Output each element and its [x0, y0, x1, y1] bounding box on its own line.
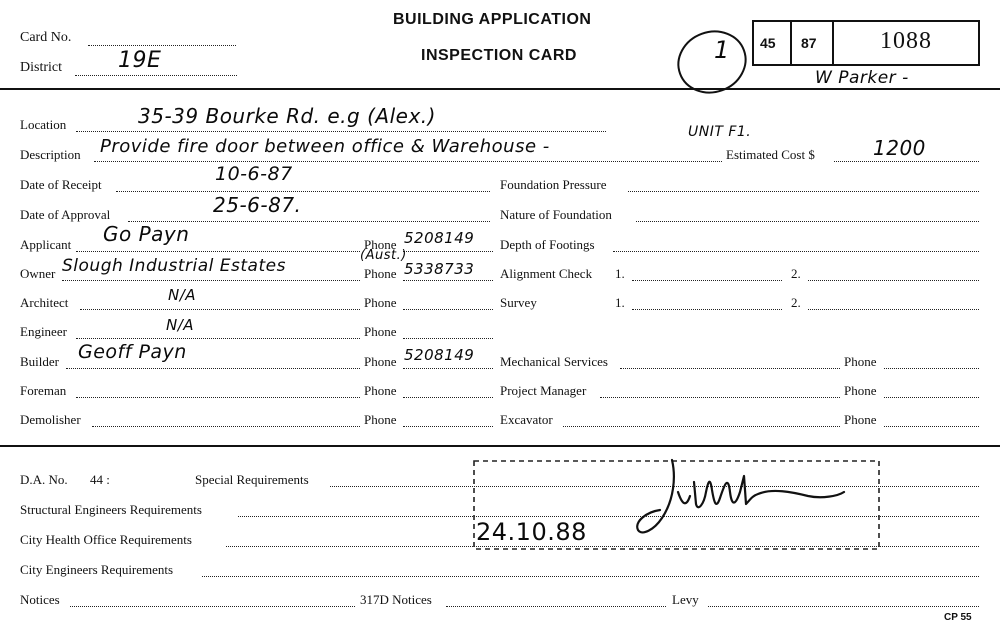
excavator-phone-label: Phone: [844, 412, 877, 427]
notices-317d-label: 317D Notices: [360, 592, 432, 607]
owner-label: Owner: [20, 266, 56, 281]
box-a-value: 45: [760, 35, 776, 51]
structural-requirements-label: Structural Engineers Requirements: [20, 502, 202, 517]
excavator-label: Excavator: [500, 412, 553, 427]
foreman-phone-label: Phone: [364, 383, 397, 398]
owner-value: Slough Industrial Estates: [62, 256, 286, 276]
engineer-value: N/A: [166, 316, 195, 334]
applicant-value: Go Payn: [103, 222, 190, 246]
district-label: District: [20, 60, 62, 75]
applicant-phone: 5208149: [404, 229, 475, 247]
special-requirements-label: Special Requirements: [195, 472, 309, 487]
approval-value: 25-6-87.: [213, 193, 302, 217]
health-requirements-label: City Health Office Requirements: [20, 532, 192, 547]
district-value: 19E: [118, 48, 162, 73]
nature-of-foundation-label: Nature of Foundation: [500, 207, 612, 222]
builder-label: Builder: [20, 354, 59, 369]
card-title-line1: BUILDING APPLICATION: [393, 11, 592, 28]
approval-label: Date of Approval: [20, 207, 111, 222]
applicant-phone-label: Phone: [364, 237, 397, 252]
foreman-label: Foreman: [20, 383, 67, 398]
mechanical-phone-label: Phone: [844, 354, 877, 369]
box-b-value: 87: [801, 35, 817, 51]
engineer-label: Engineer: [20, 324, 67, 339]
depth-of-footings-label: Depth of Footings: [500, 237, 595, 252]
survey-label: Survey: [500, 295, 537, 310]
applicant-label: Applicant: [20, 237, 72, 252]
reference-box: [752, 20, 980, 66]
builder-phone: 5208149: [404, 346, 475, 364]
mechanical-services-label: Mechanical Services: [500, 354, 608, 369]
builder-phone-label: Phone: [364, 354, 397, 369]
da-no-value: 44 :: [90, 472, 110, 487]
location-value: 35-39 Bourke Rd. e.g (Alex.): [138, 104, 436, 128]
box-c-value: 1088: [880, 28, 932, 54]
survey-2-label: 2.: [791, 295, 801, 310]
project-manager-phone-label: Phone: [844, 383, 877, 398]
signature-mark: [632, 452, 852, 544]
alignment-check-2-label: 2.: [791, 266, 801, 281]
architect-phone-label: Phone: [364, 295, 397, 310]
card-no-label: Card No.: [20, 30, 72, 45]
da-no-label: D.A. No.: [20, 472, 68, 487]
foundation-pressure-label: Foundation Pressure: [500, 177, 607, 192]
demolisher-phone-label: Phone: [364, 412, 397, 427]
description-label: Description: [20, 147, 81, 162]
city-engineers-requirements-label: City Engineers Requirements: [20, 562, 174, 577]
owner-phone-label: Phone: [364, 266, 397, 281]
alignment-check-1-label: 1.: [615, 266, 625, 281]
estimated-cost-label: Estimated Cost $: [726, 147, 815, 162]
footer-code: CP 55: [944, 612, 972, 623]
card-no-line: [88, 45, 236, 46]
card-title-line2: INSPECTION CARD: [421, 47, 577, 64]
notices-label: Notices: [20, 592, 60, 607]
owner-note: (Aust.): [360, 248, 407, 263]
location-label: Location: [20, 117, 67, 132]
architect-label: Architect: [20, 295, 69, 310]
section-divider: [0, 445, 1000, 447]
receipt-label: Date of Receipt: [20, 177, 102, 192]
levy-label: Levy: [672, 592, 699, 607]
circled-number: 1: [714, 36, 730, 64]
inspector-name: W Parker -: [815, 68, 909, 88]
engineer-phone-label: Phone: [364, 324, 397, 339]
builder-value: Geoff Payn: [78, 341, 187, 363]
stamp-date: 24.10.88: [476, 518, 587, 546]
unit-note: UNIT F1.: [688, 124, 752, 140]
receipt-value: 10-6-87: [215, 163, 293, 185]
owner-phone: 5338733: [404, 260, 475, 278]
project-manager-label: Project Manager: [500, 383, 587, 398]
architect-value: N/A: [168, 286, 197, 304]
alignment-check-label: Alignment Check: [500, 266, 593, 281]
description-value: Provide fire door between office & Warehouse -: [100, 136, 550, 157]
survey-1-label: 1.: [615, 295, 625, 310]
demolisher-label: Demolisher: [20, 412, 81, 427]
header-divider: [0, 88, 1000, 90]
estimated-cost-value: 1200: [873, 136, 926, 160]
district-line: [75, 75, 237, 76]
